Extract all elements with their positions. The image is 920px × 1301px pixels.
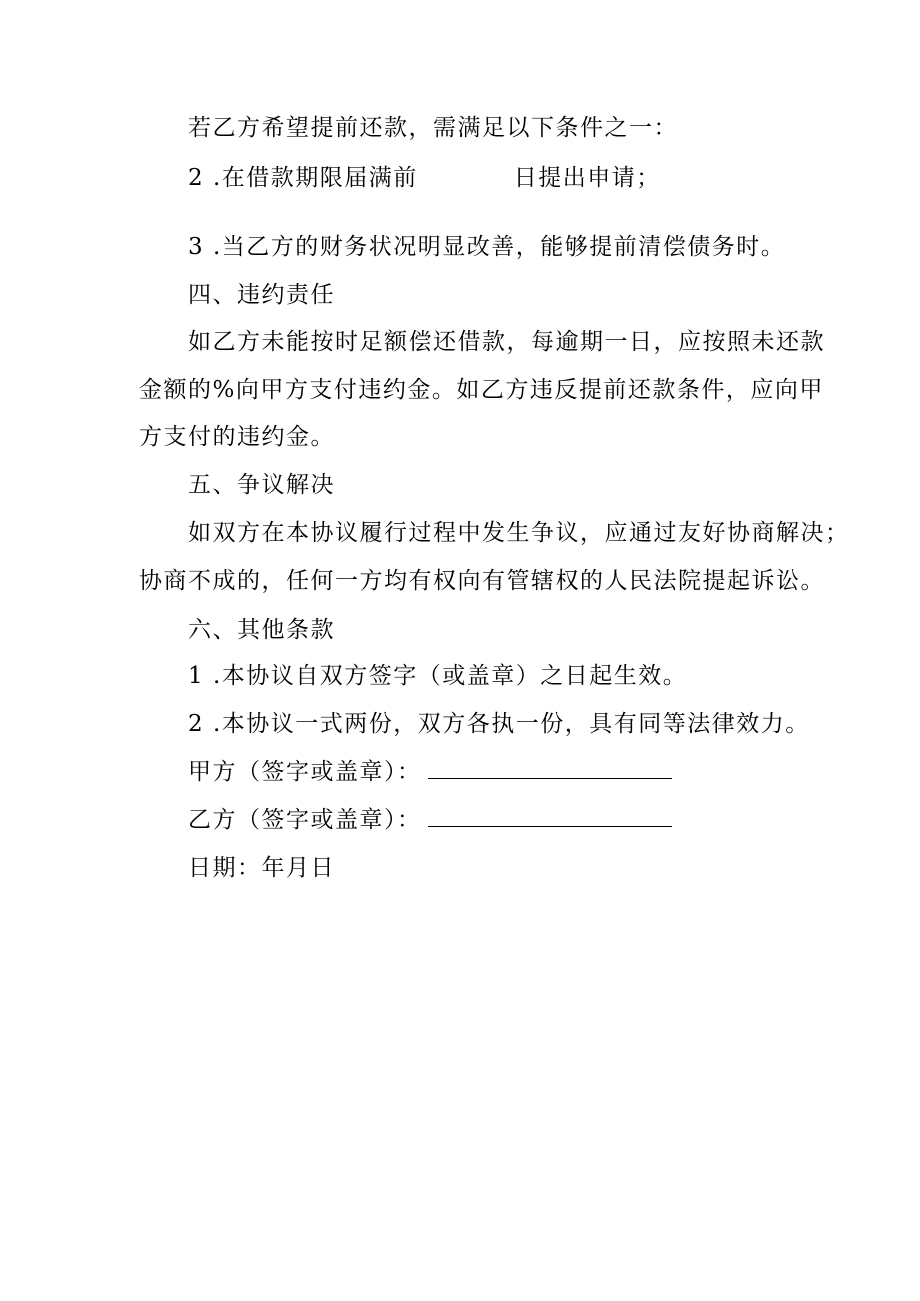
date-line: 日期：年月日 — [188, 855, 335, 881]
party-b-label: 乙方（签字或盖章）： — [188, 807, 422, 833]
section-6-item-2: 2 .本协议一式两份，双方各执一份，具有同等法律效力。 — [188, 711, 810, 737]
condition-2-after: 日提出申请； — [513, 165, 661, 191]
section-4-paragraph-line-1: 如乙方未能按时足额偿还借款，每逾期一日，应按照未还款 — [188, 329, 825, 355]
party-a-signature-line — [188, 757, 672, 787]
party-b-signature-line — [188, 805, 672, 835]
condition-2-before: 2 .在借款期限届满前 — [188, 165, 418, 191]
section-5-heading: 五、争议解决 — [188, 472, 335, 498]
section-5-paragraph-line-1: 如双方在本协议履行过程中发生争议，应通过友好协商解决； — [188, 520, 850, 546]
condition-2 — [188, 163, 661, 193]
condition-3: 3 .当乙方的财务状况明显改善，能够提前清偿债务时。 — [188, 234, 786, 260]
party-a-signature-blank — [428, 758, 672, 779]
party-a-label: 甲方（签字或盖章）： — [188, 759, 422, 785]
section-6-item-1: 1 .本协议自双方签字（或盖章）之日起生效。 — [188, 663, 688, 689]
section-4-heading: 四、违约责任 — [188, 282, 335, 308]
section-5-paragraph-line-2: 协商不成的，任何一方均有权向有管辖权的人民法院提起诉讼。 — [139, 568, 825, 594]
repayment-intro: 若乙方希望提前还款，需满足以下条件之一： — [188, 115, 678, 141]
section-6-heading: 六、其他条款 — [188, 617, 335, 643]
party-b-signature-blank — [428, 806, 672, 827]
section-4-paragraph-line-2: 金额的%向甲方支付违约金。如乙方违反提前还款条件，应向甲 — [139, 377, 824, 403]
section-4-paragraph-line-3: 方支付的违约金。 — [139, 424, 335, 450]
